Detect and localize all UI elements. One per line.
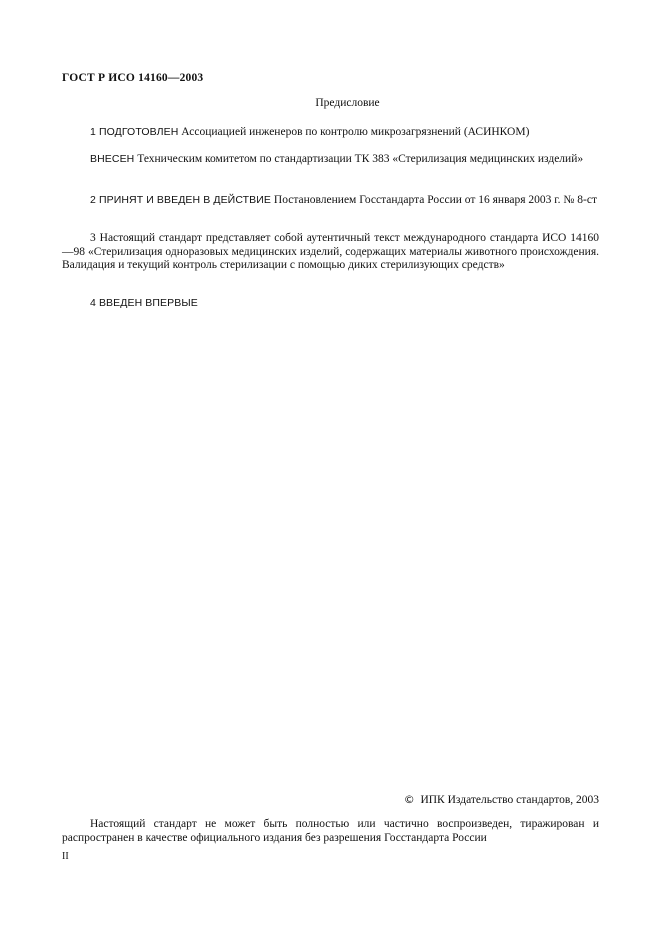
preface-item-submitted-text: Техническим комитетом по стандартизации ТК 383 «Стерилизация медицинских изделий» — [134, 153, 584, 165]
document-header: ГОСТ Р ИСО 14160—2003 — [62, 72, 204, 84]
preface-item-3 — [62, 232, 599, 273]
preface-item-1-lead: 1 ПОДГОТОВЛЕН — [90, 126, 179, 138]
preface-title: Предисловие — [315, 97, 380, 109]
copyright-text: ИПК Издательство стандартов, 2003 — [420, 794, 599, 806]
preface-item-submitted — [62, 153, 599, 167]
copyright-icon: © — [403, 793, 415, 806]
page-number: II — [62, 851, 69, 862]
reproduction-notice: Настоящий стандарт не может быть полностью или частично воспроизведен, тиражирован и распространен в качестве официального издания без разрешения Госстандарта России — [62, 818, 599, 844]
preface-item-2-lead: 2 ПРИНЯТ И ВВЕДЕН В ДЕЙСТВИЕ — [90, 194, 272, 206]
preface-item-4 — [62, 297, 599, 311]
preface-item-3-text: 3 Настоящий стандарт представляет собой аутентичный текст международного стандарта ИСО 14160—98 «Стерилизация одноразовых медицинских изделий, содержащих материалы животного происхождения. Валидация и текущий контроль стерилизации с помощью диких стерилизующих средств» — [62, 232, 599, 271]
preface-item-2-text: Постановлением Госстандарта России от 16 января 2003 г. № 8-ст — [271, 194, 597, 206]
preface-item-2 — [62, 194, 599, 208]
copyright-line — [404, 793, 599, 806]
preface-item-4-lead: 4 ВВЕДЕН ВПЕРВЫЕ — [90, 297, 198, 309]
preface-item-1-text: Ассоциацией инженеров по контролю микрозагрязнений (АСИНКОМ) — [178, 126, 530, 138]
preface-item-1 — [62, 126, 599, 140]
preface-item-submitted-lead: ВНЕСЕН — [90, 153, 135, 165]
